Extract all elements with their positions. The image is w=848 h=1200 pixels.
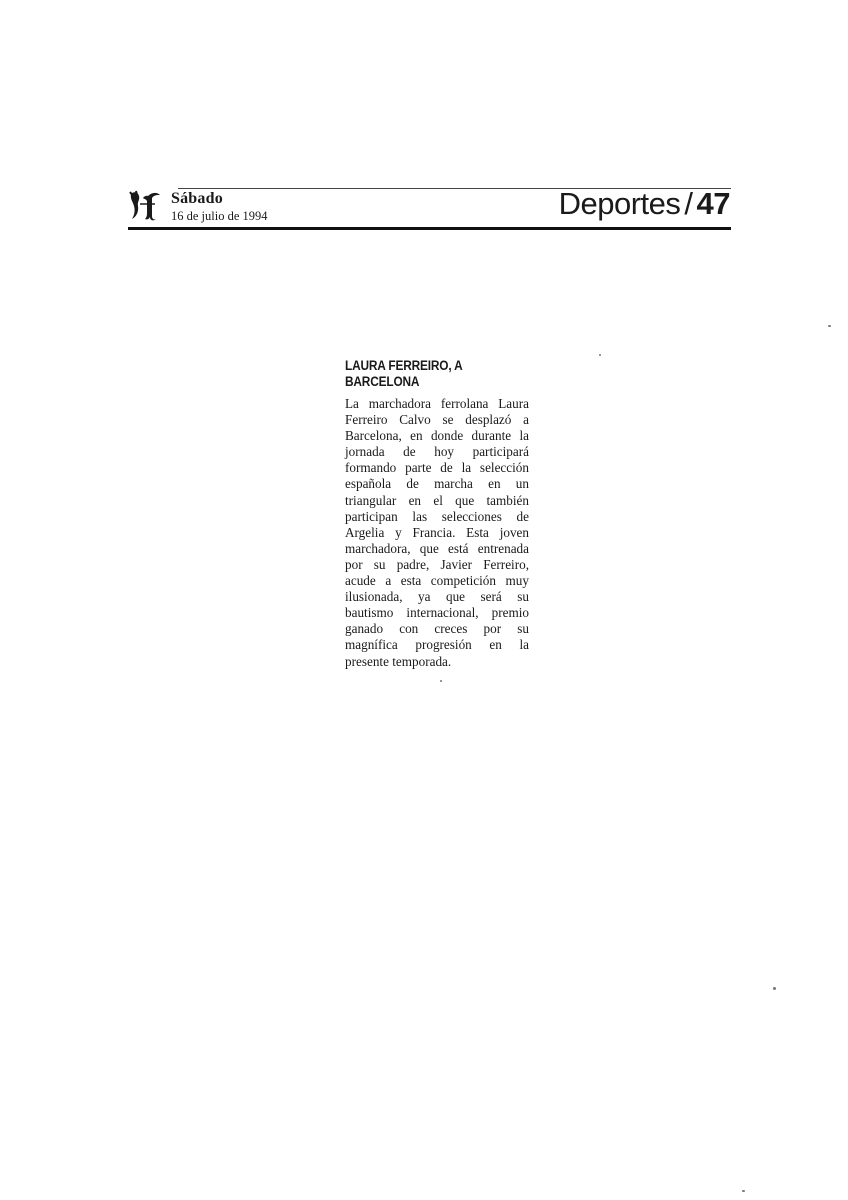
section-name: Deportes: [558, 186, 681, 221]
header-bottom-rule: [128, 227, 731, 230]
newspaper-logo-icon: [128, 190, 162, 222]
section-separator: /: [684, 186, 693, 221]
article-headline: LAURA FERREIRO, A BARCELONA: [345, 358, 463, 389]
article-body: La marchadora ferrolana Laura Ferreiro Calvo se desplazó a Barcelona, en donde durante la jornada de hoy participará formando parte de la selección española de marcha en un triangular en el que también participan las selecciones de Argelia y Francia. Esta joven marchadora, que está entrenada por su padre, Javier Ferreiro, acude a esta competición muy ilusionada, ya que será su bautismo internacional, premio ganado con creces por su magnífica progresión en la presente temporada.: [345, 396, 529, 669]
scan-speck: [599, 354, 601, 356]
news-article: [345, 358, 529, 670]
header-date: 16 de julio de 1994: [171, 209, 268, 223]
scan-speck: [440, 680, 442, 682]
scan-speck: [742, 1190, 745, 1192]
header-date-block: [171, 191, 268, 223]
scan-speck: [773, 987, 776, 990]
section-title: [559, 187, 730, 221]
page-number: 47: [696, 186, 730, 221]
header-day: Sábado: [171, 190, 223, 207]
scan-speck: [828, 325, 831, 327]
